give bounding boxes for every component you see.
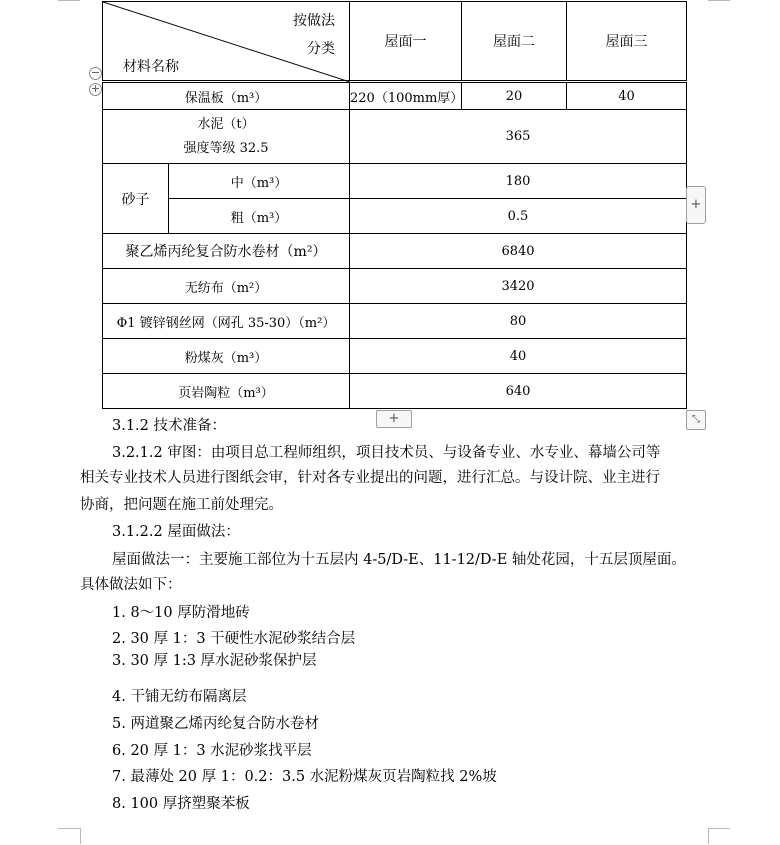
section-3-2-1-2-line-1: 3.2.1.2 审图：由项目总工程师组织，项目技术员、与设备专业、水专业、幕墙公司等 <box>112 445 661 461</box>
crop-mark-top-left <box>58 0 80 1</box>
cement-grade-label: 强度等级 32.5 <box>183 140 269 156</box>
table-row-shale <box>103 374 687 409</box>
row-label-mesh: Φ1 镀锌钢丝网（网孔 35-30）（m²） <box>103 304 350 339</box>
step-3: 3. 30 厚 1:3 厚水泥砂浆保护层 <box>112 653 317 669</box>
roof-method-one-line-2: 具体做法如下： <box>80 577 182 593</box>
row-label-membrane: 聚乙烯丙纶复合防水卷材（m²） <box>103 234 350 269</box>
row-label-cement <box>103 110 350 164</box>
cell-shale-value: 640 <box>350 374 687 409</box>
step-5: 5. 两道聚乙烯丙纶复合防水卷材 <box>112 716 319 732</box>
table-row-nonwoven <box>103 269 687 304</box>
cell-insulation-roof-3: 40 <box>567 82 687 110</box>
cell-nonwoven-value: 3420 <box>350 269 687 304</box>
section-3-2-1-2-line-2: 相关专业技术人员进行图纸会审，针对各专业提出的问题，进行汇总。与设计院、业主进行 <box>80 470 660 486</box>
cell-membrane-value: 6840 <box>350 234 687 269</box>
crop-mark-bottom-left-v <box>80 828 81 844</box>
section-3-1-2-heading: 3.1.2 技术准备： <box>112 418 227 434</box>
table-row-cement <box>103 110 687 164</box>
crop-mark-bottom-left <box>58 828 80 845</box>
cell-insulation-roof-2: 20 <box>462 82 567 110</box>
resize-table-handle[interactable]: ⤡ <box>686 410 706 430</box>
step-6: 6. 20 厚 1：3 水泥砂浆找平层 <box>112 743 312 759</box>
header-method-label: 按做法 <box>293 13 335 29</box>
step-1: 1. 8～10 厚防滑地砖 <box>112 605 250 621</box>
crop-mark-bottom-right <box>708 828 730 845</box>
insert-row-icon[interactable]: + <box>90 82 101 95</box>
table-row-flyash <box>103 339 687 374</box>
cement-label: 水泥（t） <box>197 116 255 132</box>
cell-cement-value: 365 <box>350 110 687 164</box>
crop-mark-top-right <box>708 0 730 1</box>
row-label-flyash: 粉煤灰（m³） <box>103 339 350 374</box>
add-column-button[interactable]: + <box>686 186 706 224</box>
row-label-nonwoven: 无纺布（m²） <box>103 269 350 304</box>
diagonal-header-cell <box>103 2 350 82</box>
cell-mesh-value: 80 <box>350 304 687 339</box>
table-row-sand-medium <box>103 164 687 199</box>
table-row-insulation <box>103 82 687 110</box>
cell-flyash-value: 40 <box>350 339 687 374</box>
step-4: 4. 干铺无纺布隔离层 <box>112 689 247 705</box>
table-header-row <box>103 2 687 82</box>
cell-insulation-roof-1: 220（100mm厚） <box>350 82 462 110</box>
table-row-membrane <box>103 234 687 269</box>
add-row-button[interactable]: + <box>376 410 412 428</box>
header-roof-1: 屋面一 <box>350 2 462 82</box>
step-8: 8. 100 厚挤塑聚苯板 <box>112 796 250 812</box>
collapse-row-icon[interactable]: − <box>90 66 101 79</box>
sand-coarse-label: 粗（m³） <box>169 199 350 234</box>
row-label-sand: 砂子 <box>103 164 169 234</box>
section-3-1-2-2-heading: 3.1.2.2 屋面做法： <box>112 524 240 540</box>
material-table <box>102 1 687 409</box>
cell-sand-coarse-value: 0.5 <box>350 199 687 234</box>
roof-method-one-line-1: 屋面做法一：主要施工部位为十五层内 4-5/D-E、11-12/D-E 轴处花园，十五层顶屋面。 <box>112 552 686 568</box>
header-roof-3: 屋面三 <box>567 2 687 82</box>
row-label-shale: 页岩陶粒（m³） <box>103 374 350 409</box>
sand-medium-label: 中（m³） <box>169 164 350 199</box>
header-material-label: 材料名称 <box>123 59 179 75</box>
cell-sand-medium-value: 180 <box>350 164 687 199</box>
header-roof-2: 屋面二 <box>462 2 567 82</box>
table-row-mesh <box>103 304 687 339</box>
row-label-insulation: 保温板（m³） <box>103 82 350 110</box>
crop-mark-bottom-right-v <box>708 828 709 844</box>
header-category-label: 分类 <box>307 41 335 57</box>
section-3-2-1-2-line-3: 协商，把问题在施工前处理完。 <box>80 497 283 513</box>
step-2: 2. 30 厚 1：3 干硬性水泥砂浆结合层 <box>112 631 356 647</box>
step-7: 7. 最薄处 20 厚 1：0.2：3.5 水泥粉煤灰页岩陶粒找 2%坡 <box>112 769 497 785</box>
table-row-sand-coarse <box>103 199 687 234</box>
